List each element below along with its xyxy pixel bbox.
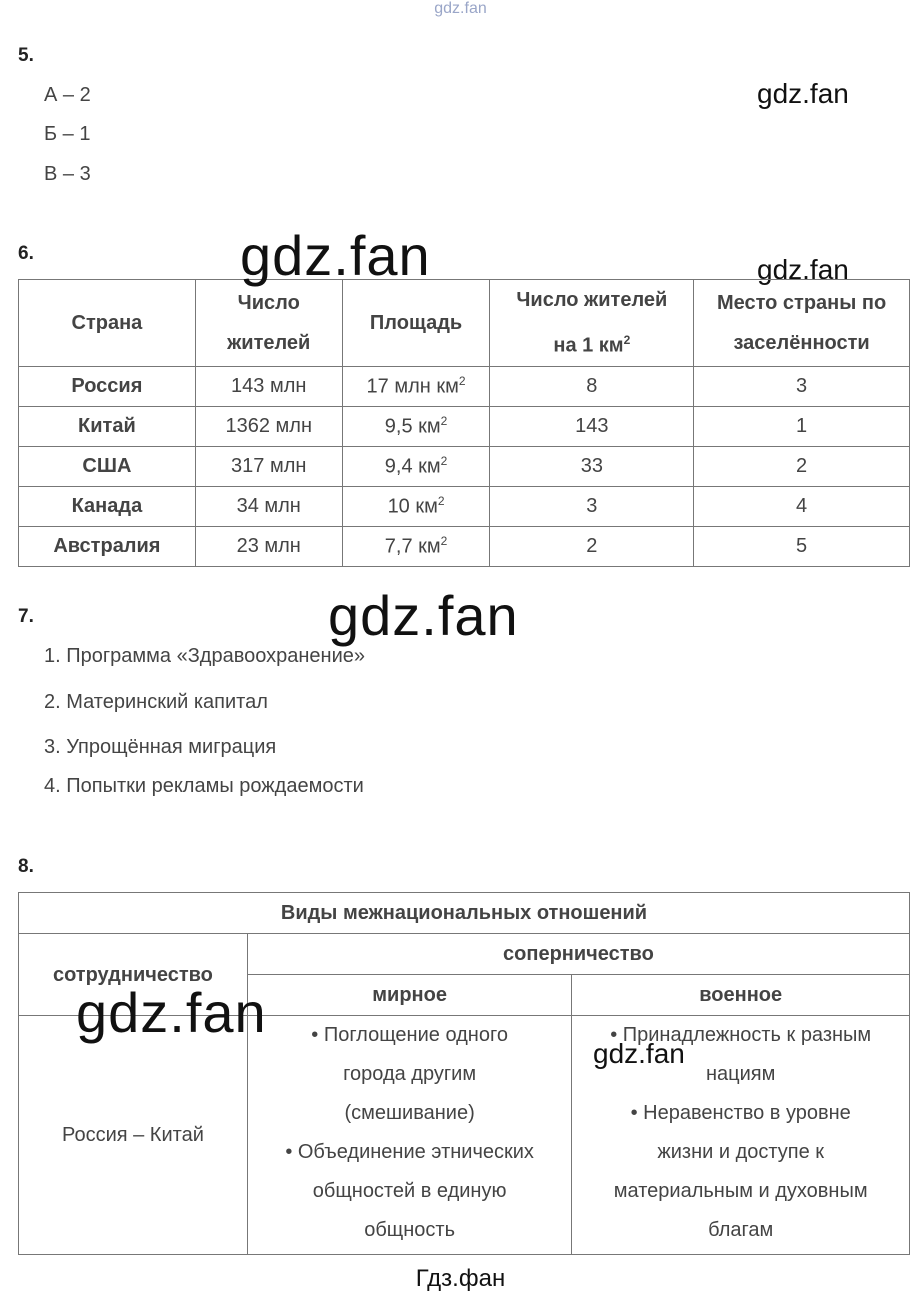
header-rivalry: соперничество [247, 934, 909, 975]
cell-rank: 2 [694, 446, 910, 486]
header-rank: Место страны по заселённости [694, 280, 910, 367]
cell-area: 17 млн $км^2$ [342, 366, 490, 406]
task5-number: 5. [18, 45, 34, 66]
cell-rank: 3 [694, 366, 910, 406]
table-row [19, 486, 910, 526]
relations-table [18, 892, 910, 1255]
task5-answer-1: А – 2 [44, 84, 91, 106]
header-military: военное [572, 975, 910, 1016]
task7-item-2: 2. Материнский капитал [44, 691, 268, 713]
top-watermark: gdz.fan [434, 0, 487, 17]
cell-density: 2 [490, 526, 694, 566]
cell-area: 7,7 $км^2$ [342, 526, 490, 566]
cell-population: 34 млн [195, 486, 342, 526]
relations-title: Виды межнациональных отношений [19, 893, 910, 934]
task8-number: 8. [18, 856, 34, 877]
cell-population: 1362 млн [195, 406, 342, 446]
cell-density: 8 [490, 366, 694, 406]
task7-item-3: 3. Упрощённая миграция [44, 736, 277, 758]
cell-area: 9,4 $км^2$ [342, 446, 490, 486]
task7-item-1: 1. Программа «Здравоохранение» [44, 645, 365, 667]
watermark: gdz.fan [593, 1038, 685, 1069]
header-density: Число жителей на 1 $км^2$ [490, 280, 694, 367]
cell-rank: 1 [694, 406, 910, 446]
military-description: • Принадлежность к разным нациям • Неравенство в уровне жизни и доступе к материальным и духовным благам [572, 1016, 910, 1255]
cell-country: Россия [19, 366, 196, 406]
table-row [19, 366, 910, 406]
watermark: gdz.fan [76, 981, 267, 1044]
footer-text: Гдз.фан [415, 1265, 506, 1292]
task7-item-4: 4. Попытки рекламы рождаемости [44, 775, 364, 797]
table-row [19, 446, 910, 486]
header-peaceful: мирное [247, 975, 572, 1016]
cell-population: 317 млн [195, 446, 342, 486]
table-row [19, 406, 910, 446]
task7-number: 7. [18, 606, 34, 627]
cell-country: Австралия [19, 526, 196, 566]
cell-country: США [19, 446, 196, 486]
cell-rank: 5 [694, 526, 910, 566]
task6-number: 6. [18, 243, 34, 264]
watermark: gdz.fan [240, 224, 431, 287]
table-row [19, 526, 910, 566]
cell-density: 143 [490, 406, 694, 446]
header-population: Число жителей [195, 280, 342, 367]
cell-country: Канада [19, 486, 196, 526]
cooperation-example: Россия – Китай [19, 1016, 248, 1255]
cell-area: 9,5 $км^2$ [342, 406, 490, 446]
cell-density: 3 [490, 486, 694, 526]
header-country: Страна [19, 280, 196, 367]
task5-answer-3: В – 3 [44, 163, 91, 185]
cell-country: Китай [19, 406, 196, 446]
cell-density: 33 [490, 446, 694, 486]
watermark: gdz.fan [757, 254, 849, 285]
cell-area: 10 $км^2$ [342, 486, 490, 526]
header-cooperation: сотрудничество [19, 934, 248, 1016]
population-table [18, 279, 910, 567]
task5-answer-2: Б – 1 [44, 123, 91, 145]
peaceful-description: • Поглощение одного города другим (смешивание) • Объединение этнических общностей в единую общность [247, 1016, 572, 1255]
cell-rank: 4 [694, 486, 910, 526]
table-header-row [19, 280, 910, 367]
watermark: gdz.fan [328, 584, 519, 647]
cell-population: 23 млн [195, 526, 342, 566]
cell-population: 143 млн [195, 366, 342, 406]
header-area: Площадь [342, 280, 490, 367]
watermark: gdz.fan [757, 78, 849, 109]
